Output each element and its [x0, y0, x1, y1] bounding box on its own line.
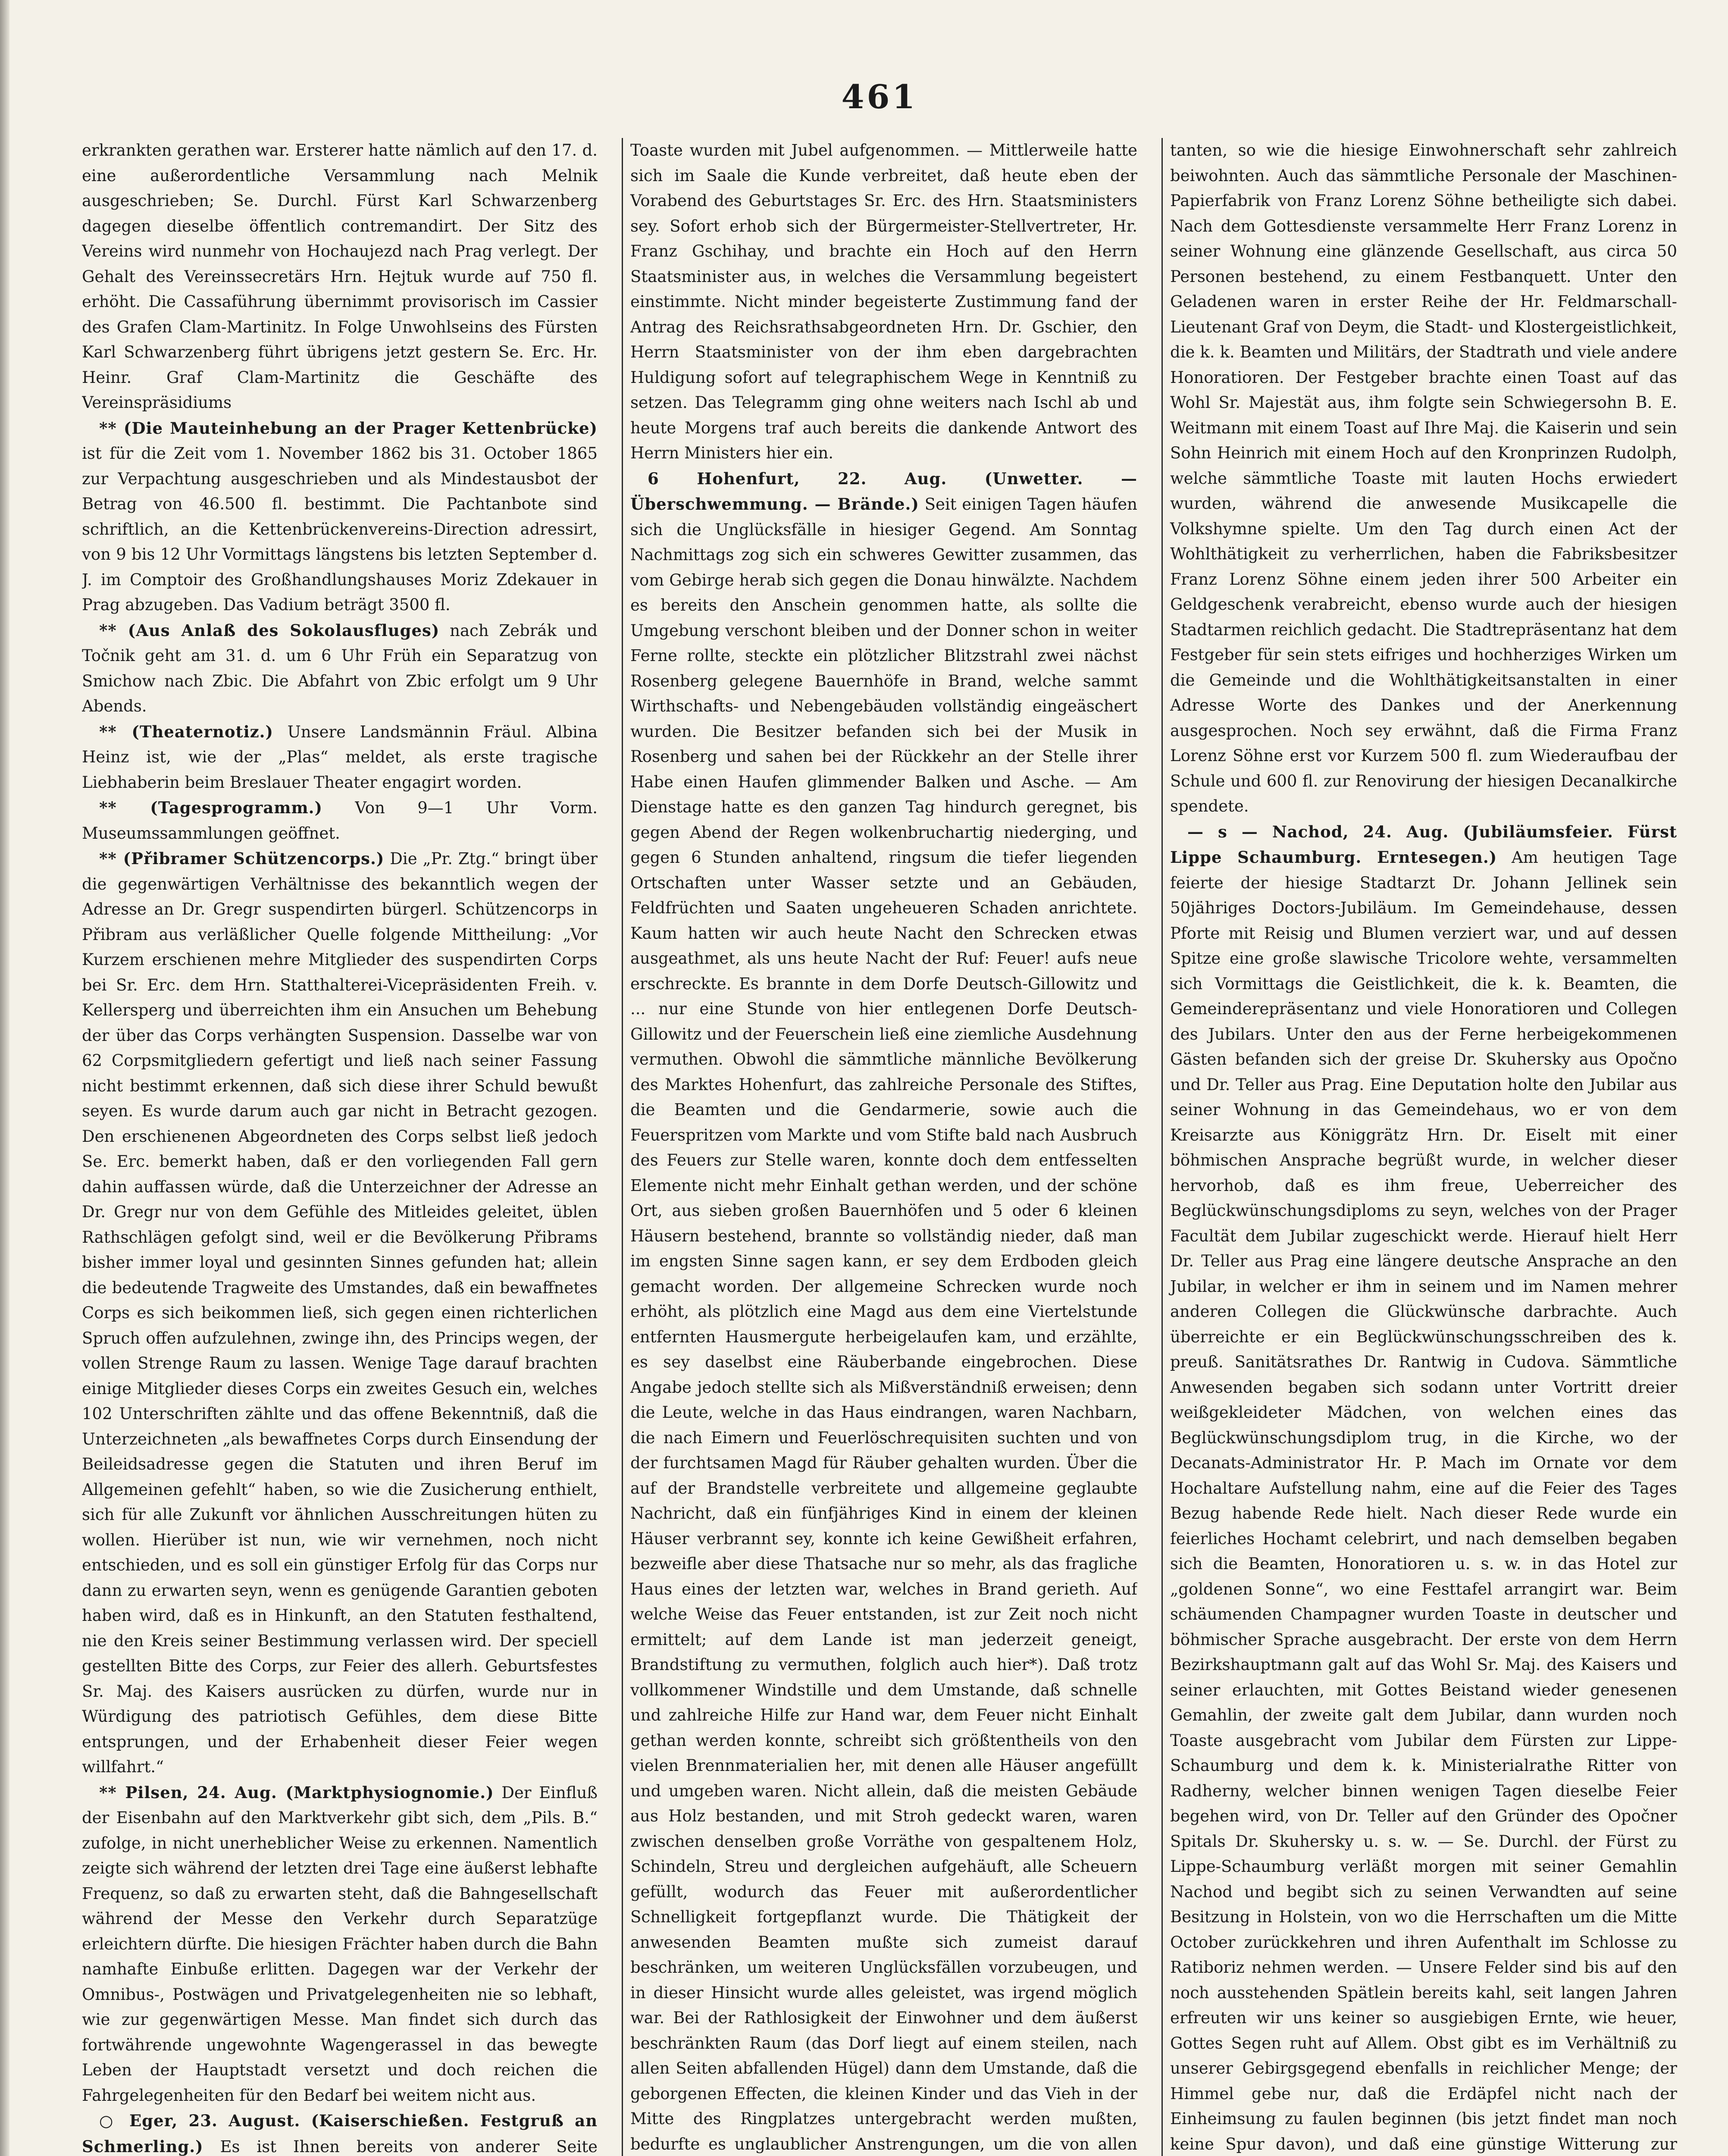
article-heading: ** (Aus Anlaß des Sokolausfluges) [99, 620, 440, 640]
article-text: Es ist Ihnen bereits von anderer Seite [220, 2137, 598, 2156]
article-text: Der Einfluß der Eisenbahn auf den Marktverkehr gibt sich, dem „Pils. B.“ zufolge, in nicht unerheblicher Weise zu erkennen. Namentlich zeigte sich während der letzten drei Tage eine äußerst lebhafte Frequenz, so daß zu erwarten steht, daß die Bahngesellschaft während der Messe den Verkehr durch Separatzüge erleichtern dürfte. Die hiesigen Frächter haben durch die Bahn namhafte Einbuße erlitten. Dagegen war der Verkehr der Omnibus-, Postwägen und Privatgelegenheiten nie so lebhaft, wie zur gegenwärtigen Messe. Man findet sich durch das fortwährende ungewohnte Wagengerassel in das bewegte Leben der Hauptstadt versetzt und doch reichen die Fahrgelegenheiten für den Bedarf bei weitem nicht aus. [82, 1783, 598, 2105]
article-paragraph [630, 466, 1137, 2156]
article-paragraph [1170, 138, 1677, 819]
article-paragraph [82, 846, 598, 1780]
article-paragraph [1170, 819, 1677, 2156]
article-text: Unsere Landsmännin Fräul. Albina Heinz ist, wie der „Plas“ meldet, als erste tragische Liebhaberin beim Breslauer Theater engagirt worden. [82, 722, 598, 792]
article-paragraph [82, 416, 598, 618]
newspaper-page [82, 60, 1677, 2156]
article-heading: ** (Theaternotiz.) [99, 722, 274, 741]
article-heading: ** (Tagesprogramm.) [99, 798, 323, 817]
article-heading: ** (Přibramer Schützencorps.) [99, 849, 385, 868]
article-text: ist für die Zeit vom 1. November 1862 bis 31. October 1865 zur Verpachtung ausgeschrieben und als Mindestausbot der Betrag von 46.500 fl. bestimmt. Die Pachtanbote sind schriftlich, an die Kettenbrückenvereins-Direction adressirt, von 9 bis 12 Uhr Vormittags längstens bis letzten September d. J. im Comptoir des Großhandlungshauses Moriz Zdekauer in Prag abzugeben. Das Vadium beträgt 3500 fl. [82, 444, 598, 614]
article-paragraph [82, 138, 598, 416]
article-heading: ** (Die Mauteinhebung an der Prager Kettenbrücke) [99, 418, 598, 438]
article-heading: — s — Nachod, 24. Aug. (Jubiläumsfeier. Fürst Lippe Schaumburg. Erntesegen.) [1170, 822, 1677, 867]
article-text: nach Zebrák und Točnik geht am 31. d. um 6 Uhr Früh ein Separatzug von Smichow nach Zbic. Die Abfahrt von Zbic erfolgt um 9 Uhr Abends. [82, 621, 598, 715]
column-2 [622, 138, 1137, 2156]
article-heading: 6 Hohenfurt, 22. Aug. (Unwetter. — Überschwemmung. — Brände.) [630, 469, 1137, 514]
article-text: Am heutigen Tage feierte der hiesige Stadtarzt Dr. Johann Jellinek sein 50jähriges Doctors-Jubiläum. Im Gemeindehause, dessen Pforte mit Reisig und Blumen verziert war, und auf dessen Spitze eine große slawische Tricolore wehte, versammelten sich Vormittags die Geistlichkeit, die k. k. Beamten, die Gemeinderepräsentanz und viele Honoratioren und Collegen des Jubilars. Unter den aus der Ferne herbeigekommenen Gästen befanden sich der greise Dr. Skuhersky aus Opočno und Dr. Teller aus Prag. Eine Deputation holte den Jubilar aus seiner Wohnung in das Gemeindehaus, wo er von dem Kreisarzte aus Königgrätz Hrn. Dr. Eiselt mit einer böhmischen Ansprache begrüßt wurde, in welcher dieser hervorhob, daß es ihm freue, Ueberreicher des Beglückwünschungsdiploms zu seyn, welches von der Prager Facultät dem Jubilar zugeschickt werde. Hierauf hielt Herr Dr. Teller aus Prag eine längere deutsche Ansprache an den Jubilar, in welcher er ihm in seinem und im Namen mehrer anderen Collegen die Glückwünsche darbrachte. Auch überreichte er ein Beglückwünschungsschreiben des k. preuß. Sanitätsrathes Dr. Rantwig in Cudova. Sämmtliche Anwesenden begaben sich sodann unter Vortritt dreier weißgekleideter Mädchen, von welchen eines das Beglückwünschungsdiplom trug, in die Kirche, wo der Decanats-Administrator Hr. P. Mach im Ornate vor dem Hochaltare Aufstellung nahm, eine auf die Feier des Tages Bezug habende Rede hielt. Nach dieser Rede wurde ein feierliches Hochamt celebrirt, und nach demselben begaben sich die Beamten, Honoratioren u. s. w. in das Hotel zur „goldenen Sonne“, wo eine Festtafel arrangirt war. Beim schäumenden Champagner wurden Toaste in deutscher und böhmischer Sprache ausgebracht. Der erste von dem Herrn Bezirkshauptmann galt auf das Wohl Sr. Maj. des Kaisers und seiner erlauchten, mit Gottes Beistand wieder genesenen Gemahlin, der zweite galt dem Jubilar, dann wurden noch Toaste ausgebracht vom Jubilar dem Fürsten zur Lippe-Schaumburg und dem k. k. Ministerialrathe Ritter von Radherny, welcher binnen wenigen Tagen dieselbe Feier begehen wird, von Dr. Teller auf den Gründer des Opočner Spitals Dr. Skuhersky u. s. w. — Se. Durchl. der Fürst zu Lippe-Schaumburg verläßt morgen mit seiner Gemahlin Nachod und begibt sich zu seinen Verwandten auf seine Besitzung in Holstein, von wo die Herrschaften um die Mitte October zurückkehren und ihren Aufenthalt im Schlosse zu Ratiboriz nehmen werden. — Unsere Felder sind bis auf den noch ausstehenden Spätlein bereits kahl, seit langen Jahren erfreuten wir uns keiner so ausgiebigen Ernte, wie heuer, Gottes Segen ruht auf Allem. Obst gibt es im Verhältniß zu unserer Gebirgsgegend ebenfalls in reichlicher Menge; der Himmel gebe nur, daß die Erdäpfel nicht nach der Einheimsung zu faulen beginnen (bis jetzt findet man noch keine Spur davon), und daß eine günstige Witterung zur [1170, 848, 1677, 2153]
article-paragraph [630, 138, 1137, 466]
article-text: Von 9—1 Uhr Vorm. Museumssammlungen geöffnet. [82, 799, 598, 843]
article-heading: ○ Eger, 23. August. (Kaiserschießen. Festgruß an Schmerling.) [82, 2111, 598, 2156]
article-text: erkrankten gerathen war. Ersterer hatte nämlich auf den 17. d. eine außerordentliche Versammlung nach Melnik ausgeschrieben; Se. Durchl. Fürst Karl Schwarzenberg dagegen dieselbe öffentlich contremandirt. Der Sitz des Vereins wird nunmehr von Hochaujezd nach Prag verlegt. Der Gehalt des Vereinssecretärs Hrn. Hejtuk wurde auf 750 fl. erhöht. Die Cassaführung übernimmt provisorisch im Cassier des Grafen Clam-Martinitz. In Folge Unwohlseins des Fürsten Karl Schwarzenberg führt übrigens jetzt gestern Se. Erc. Hr. Heinr. Graf Clam-Martinitz die Geschäfte des Vereinspräsidiums [82, 141, 598, 412]
article-text: tanten, so wie die hiesige Einwohnerschaft sehr zahlreich beiwohnten. Auch das sämmtliche Personale der Maschinen-Papierfabrik von Franz Lorenz Söhne betheiligte sich dabei. Nach dem Gottesdienste versammelte Herr Franz Lorenz in seiner Wohnung eine glänzende Gesellschaft, aus circa 50 Personen bestehend, zu einem Festbanquett. Unter den Geladenen waren in erster Reihe der Hr. Feldmarschall-Lieutenant Graf von Deym, die Stadt- und Klostergeistlichkeit, die k. k. Beamten und Militärs, der Stadtrath und viele andere Honoratioren. Der Festgeber brachte einen Toast auf das Wohl Sr. Majestät aus, ihm folgte sein Schwiegersohn B. E. Weitmann mit einem Toast auf Ihre Maj. die Kaiserin und sein Sohn Heinrich mit einem Hoch auf den Kronprinzen Rudolph, welche sämmtliche Toaste mit lauten Hochs erwiedert wurden, während die anwesende Musikcapelle die Volkshymne spielte. Um den Tag durch einen Act der Wohlthätigkeit zu verherrlichen, haben die Fabriksbesitzer Franz Lorenz Söhne einem jeden ihrer 500 Arbeiter ein Geldgeschenk verabreicht, ebenso wurde auch der hiesigen Stadtarmen reichlich gedacht. Die Stadtrepräsentanz hat dem Festgeber für sein stets eifriges und hochherziges Wirken um die Gemeinde und die Wohlthätigkeitsanstalten in einer Adresse Worte des Dankes und der Anerkennung ausgesprochen. Noch sey erwähnt, daß die Firma Franz Lorenz Söhne erst vor Kurzem 500 fl. zum Wiederaufbau der Schule und 600 fl. zur Renovirung der hiesigen Decanalkirche spendete. [1170, 141, 1677, 815]
article-text: Toaste wurden mit Jubel aufgenommen. — Mittlerweile hatte sich im Saale die Kunde verbreitet, daß heute eben der Vorabend des Geburtstages Sr. Erc. des Hrn. Staatsministers sey. Sofort erhob sich der Bürgermeister-Stellvertreter, Hr. Franz Gschihay, und brachte ein Hoch auf den Herrn Staatsminister aus, in welches die Versammlung begeistert einstimmte. Nicht minder begeisterte Zustimmung fand der Antrag des Reichsrathsabgeordneten Hrn. Dr. Gschier, den Herrn Staatsminister von der ihm eben dargebrachten Huldigung sofort auf telegraphischem Wege in Kenntniß zu setzen. Das Telegramm ging ohne weiters nach Ischl ab und heute Morgens traf auch bereits die dankende Antwort des Herrn Ministers hier ein. [630, 141, 1137, 462]
article-paragraph [82, 719, 598, 796]
article-heading: ** Pilsen, 24. Aug. (Marktphysiognomie.) [99, 1783, 494, 1802]
columns [82, 138, 1677, 2156]
article-paragraph [82, 618, 598, 719]
article-paragraph [82, 2108, 598, 2156]
page-edge [0, 0, 9, 2156]
article-paragraph [82, 1780, 598, 2109]
article-text: Seit einigen Tagen häufen sich die Unglücksfälle in hiesiger Gegend. Am Sonntag Nachmittags zog sich ein schweres Gewitter zusammen, das vom Gebirge herab sich gegen die Donau hinwälzte. Nachdem es bereits den Anschein genommen hatte, als sollte die Umgebung verschont bleiben und der Donner schon in weiter Ferne rollte, steckte ein plötzlicher Blitzstrahl zwei nächst Rosenberg gelegene Bauernhöfe in Brand, welche sammt Wirthschafts- und Nebengebäuden vollständig eingeäschert wurden. Die Besitzer befanden sich bei der Musik in Rosenberg und sahen bei der Rückkehr an der Stelle ihrer Habe einen Haufen glimmender Balken und Asche. — Am Dienstage hatte es den ganzen Tag hindurch geregnet, bis gegen Abend der Regen wolkenbruchartig niederging, und gegen 6 Stunden anhaltend, ringsum die tiefer liegenden Ortschaften unter Wasser setzte und an Gebäuden, Feldfrüchten und Saaten ungeheueren Schaden anrichtete. Kaum hatten wir auch heute Nacht den Schrecken etwas ausgeathmet, als uns heute Nacht der Ruf: Feuer! aufs neue erschreckte. Es brannte in dem Dorfe Deutsch-Gillowitz und ... nur eine Stunde von hier entlegenen Dorfe Deutsch-Gillowitz und der Feuerschein ließ eine ziemliche Ausdehnung vermuthen. Obwohl die sämmtliche männliche Bevölkerung des Marktes Hohenfurt, das zahlreiche Personale des Stiftes, die Beamten und die Gendarmerie, sowie auch die Feuerspritzen vom Markte und vom Stifte bald nach Ausbruch des Feuers zur Stelle waren, konnte doch dem entfesselten Elemente nicht mehr Einhalt gethan werden, und der schöne Ort, aus sieben großen Bauernhöfen und 5 oder 6 kleinen Häusern bestehend, brannte so vollständig nieder, daß man im engsten Sinne sagen kann, er sey dem Erdboden gleich gemacht worden. Der allgemeine Schrecken wurde noch erhöht, als plötzlich eine Magd aus dem eine Viertelstunde entfernten Hausmergute herbeigelaufen kam, und erzählte, es sey daselbst eine Räuberbande eingebrochen. Diese Angabe jedoch stellte sich als Mißverständniß erweisen; denn die Leute, welche in das Haus eindrangen, waren Nachbarn, die nach Eimern und Feuerlöschrequisiten suchten und von der furchtsamen Magd für Räuber gehalten wurden. Über die auf der Brandstelle verbreitete und allgemeine geglaubte Nachricht, daß ein fünfjähriges Kind in einem der kleinen Häuser verbrannt sey, konnte ich keine Gewißheit erfahren, bezweifle aber diese Thatsache nur so mehr, als das fragliche Haus eines der letzten war, welches in Brand gerieth. Auf welche Weise das Feuer entstanden, ist zur Zeit noch nicht ermittelt; auf dem Lande ist man jederzeit geneigt, Brandstiftung zu vermuthen, folglich auch hier*). Daß trotz vollkommener Windstille und dem Umstande, daß schnelle und zahlreiche Hilfe zur Hand war, dem Feuer nicht Einhalt gethan werden konnte, schreibt sich größtentheils von den vielen Brennmaterialien her, mit denen alle Häuser angefüllt und umgeben waren. Nicht allein, daß die meisten Gebäude aus Holz bestanden, und mit Stroh gedeckt waren, waren zwischen denselben große Vorräthe von gespaltenem Holz, Schindeln, Streu und dergleichen aufgehäuft, alle Scheuern gefüllt, wodurch das Feuer mit außerordentlicher Schnelligkeit fortgepflanzt wurde. Die Thätigkeit der anwesenden Beamten mußte sich zumeist darauf beschränken, um weiteren Unglücksfällen vorzubeugen, und in dieser Hinsicht wurde alles geleistet, was irgend möglich war. Bei der Rathlosigkeit der Einwohner und dem äußerst beschränkten Raum (das Dorf liegt auf einem steilen, nach allen Seiten abfallenden Hügel) dann dem Umstande, daß die geborgenen Effecten, die kleinen Kinder und das Vieh in der Mitte des Ringplatzes untergebracht werden mußten, bedurfte es unglaublicher Anstrengungen, um die von allen [630, 495, 1137, 2153]
column-3 [1161, 138, 1677, 2156]
page-number: 461 [841, 78, 918, 116]
article-text: Die „Pr. Ztg.“ bringt über die gegenwärtigen Verhältnisse des bekanntlich wegen der Adresse an Dr. Gregr suspendirten bürgerl. Schützencorps in Přibram aus verläßlicher Quelle folgende Mittheilung: „Vor Kurzem erschienen mehre Mitglieder des suspendirten Corps bei Sr. Erc. dem Hrn. Statthalterei-Vicepräsidenten Freih. v. Kellersperg und überreichten ihm ein Ansuchen um Behebung der über das Corps verhängten Suspension. Dasselbe war von 62 Corpsmitgliedern gefertigt und ließ nach seiner Fassung nicht bestimmt erkennen, daß sich diese ihrer Schuld bewußt seyen. Es wurde darum auch gar nicht in Betracht gezogen. Den erschienenen Abgeordneten des Corps selbst ließ jedoch Se. Erc. bemerkt haben, daß er den vorliegenden Fall gern dahin auffassen würde, daß die Unterzeichner der Adresse an Dr. Gregr nur von dem Gefühle des Mitleides geleitet, üblen Rathschlägen gefolgt sind, weil er die Bevölkerung Přibrams bisher immer loyal und gesinnten Sinnes gefunden hat; allein die bedeutende Tragweite des Umstandes, daß ein bewaffnetes Corps es sich beikommen ließ, sich gegen einen richterlichen Spruch offen aufzulehnen, zwinge ihn, des Princips wegen, der vollen Strenge Raum zu lassen. Wenige Tage darauf brachten einige Mitglieder dieses Corps ein zweites Gesuch ein, welches 102 Unterschriften zählte und das offene Bekenntniß, daß die Unterzeichneten „als bewaffnetes Corps durch Einsendung der Beileidsadresse gegen die Statuten und ihren Beruf im Allgemeinen gefehlt“ haben, so wie die Zusicherung enthielt, sich für alle Zukunft vor ähnlichen Ausschreitungen hüten zu wollen. Hierüber ist nun, wie wir vernehmen, noch nicht entschieden, und es soll ein günstiger Erfolg für das Corps nur dann zu erwarten seyn, wenn es genügende Garantien geboten haben wird, daß es in Hinkunft, an den Statuten festhaltend, nie den Kreis seiner Bestimmung verlassen wird. Der speciell gestellten Bitte des Corps, zur Feier des allerh. Geburtsfestes Sr. Maj. des Kaisers ausrücken zu dürfen, wurde nur in Würdigung des patriotisch Gefühles, dem diese Bitte entsprungen, und der Erhabenheit dieser Feier wegen willfahrt.“ [82, 849, 598, 1776]
article-paragraph [82, 795, 598, 846]
column-1 [82, 138, 598, 2156]
